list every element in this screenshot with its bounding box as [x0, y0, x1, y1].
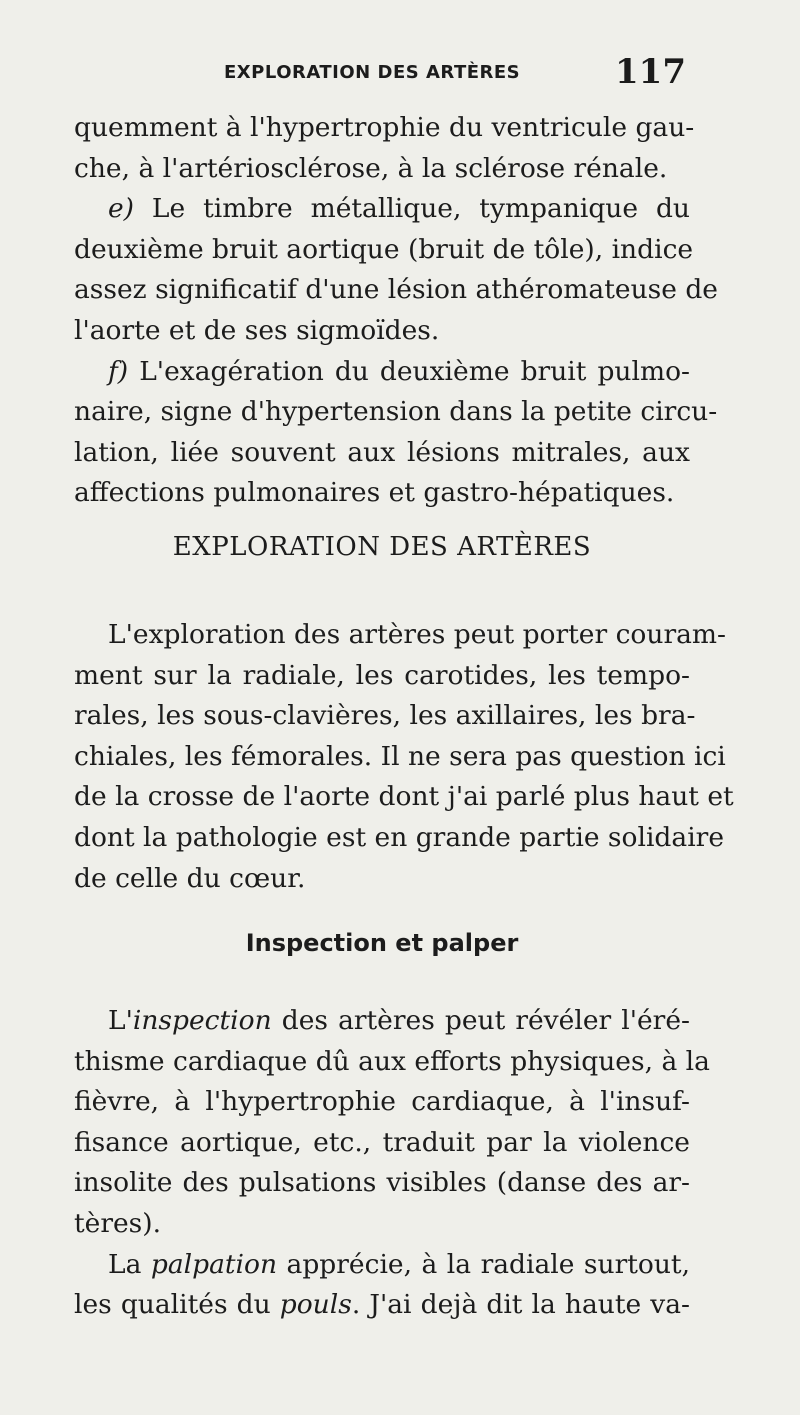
body-text [74, 108, 734, 1326]
text-line: che, à l'artériosclérose, à la sclérose rénale. [74, 152, 668, 184]
text-fragment: Le timbre métallique, tympanique du [134, 193, 690, 225]
list-item-e [74, 189, 690, 230]
text-line: fièvre, à l'hypertrophie cardiaque, à l'insuf- [74, 1086, 690, 1118]
text-line: de celle du cœur. [74, 862, 306, 894]
text-line: assez significatif d'une lésion athéromateuse de [74, 274, 718, 306]
text-fragment: L'exagération du deuxième bruit pulmo- [128, 355, 690, 387]
section-title: EXPLORATION DES ARTÈRES [172, 531, 592, 562]
running-title: EXPLORATION DES ARTÈRES [224, 62, 521, 83]
subsection-title: Inspection et palper [245, 929, 519, 958]
text-line: deuxième bruit aortique (bruit de tôle), indice [74, 233, 694, 265]
list-marker: e) [108, 193, 135, 225]
text-line: L'exploration des artères peut porter couram- [108, 618, 726, 650]
text-line: tères). [74, 1208, 162, 1240]
text-line: l'aorte et de ses sigmoïdes. [74, 314, 440, 346]
text-line: les qualités du pouls. J'ai dejà dit la haute va- [74, 1289, 690, 1321]
page-header [74, 54, 686, 94]
text-line: naire, signe d'hypertension dans la petite circu- [74, 396, 718, 428]
term-pouls: pouls [279, 1289, 352, 1321]
text-line: quemment à l'hypertrophie du ventricule gau- [74, 112, 695, 143]
text-line: chiales, les fémorales. Il ne sera pas question ici [74, 740, 726, 772]
term-inspection: inspection [132, 1005, 272, 1037]
list-item-f [74, 352, 690, 393]
text-line: thisme cardiaque dû aux efforts physiques, à la [74, 1045, 710, 1077]
text-line: lation, liée souvent aux lésions mitrales, aux [74, 436, 690, 468]
text-line: fisance aortique, etc., traduit par la violence [74, 1126, 690, 1158]
text-line: dont la pathologie est en grande partie solidaire [74, 821, 725, 853]
text-line: ment sur la radiale, les carotides, les tempo- [74, 659, 690, 691]
text-line: rales, les sous-clavières, les axillaires, les bra- [74, 700, 696, 732]
text-line: L'inspection des artères peut révéler l'éré- [108, 1005, 690, 1037]
text-line: affections pulmonaires et gastro-hépatiques. [74, 477, 675, 509]
page-number: 117 [615, 52, 686, 92]
list-marker: f) [108, 355, 129, 387]
text-line: La palpation apprécie, à la radiale surtout, [108, 1248, 690, 1280]
text-line: de la crosse de l'aorte dont j'ai parlé plus haut et [74, 781, 734, 813]
term-palpation: palpation [150, 1248, 278, 1280]
text-line: insolite des pulsations visibles (danse des ar- [74, 1167, 690, 1199]
